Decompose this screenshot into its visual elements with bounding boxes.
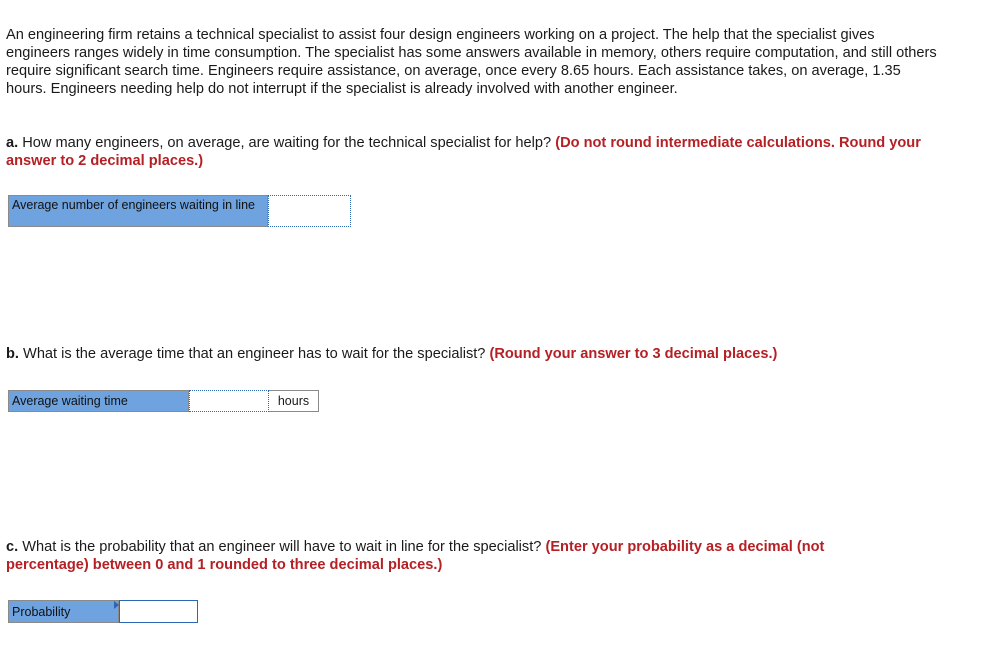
question-c-text: What is the probability that an engineer will have to wait in line for the specialist? [18,539,546,555]
question-c-instruction: (Enter your probability as a decimal (not percentage) between 0 and 1 rounded to three decimal places.) [6,539,825,573]
problem-intro: An engineering firm retains a technical specialist to assist four design engineers working on a project. The help that the specialist gives engineers ranges widely in time consumption. The specialist has some answers available in memory, others require computation, and still others require significant search time. Engineers require assistance, on average, once every 8.65 hours. Each assistance takes, on average, 1.35 hours. Engineers needing help do not interrupt if the specialist is already involved with another engineer. [6,27,937,97]
question-a [6,134,966,170]
answer-b-unit: hours [269,390,319,412]
answer-row-a [8,195,351,227]
question-a-instruction: (Do not round intermediate calculations. Round your answer to 2 decimal places.) [6,135,921,169]
question-b-instruction: (Round your answer to 3 decimal places.) [489,346,778,362]
question-b [6,345,966,363]
answer-a-label: Average number of engineers waiting in line [8,195,268,227]
question-c-letter: c. [6,539,19,555]
question-a-letter: a. [6,135,19,151]
question-c [6,538,906,574]
answer-row-c [8,600,198,623]
answer-b-label: Average waiting time [8,390,189,412]
answer-c-label: Probability [8,600,119,623]
question-a-text: How many engineers, on average, are waiting for the technical specialist for help? [18,135,556,151]
question-b-letter: b. [6,346,19,362]
answer-b-input[interactable] [189,390,269,412]
question-b-text: What is the average time that an engineer has to wait for the specialist? [18,346,490,362]
answer-c-input[interactable] [119,600,198,623]
answer-row-b [8,390,319,412]
answer-a-input[interactable] [268,195,351,227]
